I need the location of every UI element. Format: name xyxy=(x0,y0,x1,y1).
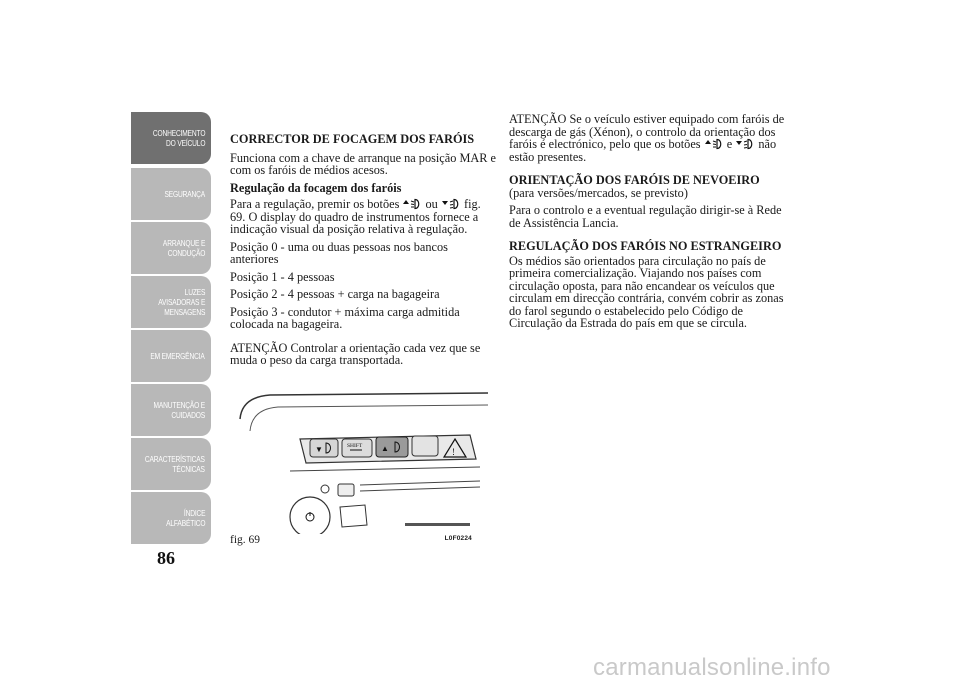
beam-up-icon xyxy=(402,198,422,210)
page-number: 86 xyxy=(157,548,175,568)
fog-paragraph: Para o controlo e a eventual regulação dirigir-se à Rede de Assistência Lancia. xyxy=(509,203,782,230)
shift-label: SHIFT xyxy=(347,443,363,449)
position-1: Posição 1 - 4 pessoas xyxy=(230,269,335,284)
figure-caption: fig. 69 xyxy=(230,534,261,546)
sidebar-item-conhecimento[interactable] xyxy=(131,112,211,164)
sidebar-item-emergencia[interactable] xyxy=(131,330,211,382)
abroad-paragraph: Os médios são orientados para circulação no país de primeira comercialização. Viajando nos países com circulação oposta, para não encandear os veículos que circulam em direcção contrária, convém cobrir as zonas do farol segundo o estabelecido pelo Código de Circulação da Estrada do país em que se circula. xyxy=(509,253,784,330)
figure-code: L0F0224 xyxy=(444,535,472,542)
figure-69 xyxy=(230,379,490,546)
sidebar-item-seguranca[interactable] xyxy=(131,168,211,220)
sidebar-item-label: CONHECIMENTO DO VEÍCULO xyxy=(152,128,205,148)
beam-up-icon xyxy=(704,138,724,150)
fog-subtitle: (para versões/mercados, se previsto) xyxy=(509,185,688,200)
sidebar-item-indice[interactable] xyxy=(131,492,211,544)
sidebar-item-label: EM EMERGÊNCIA xyxy=(150,351,205,361)
svg-text:▼: ▼ xyxy=(315,445,323,454)
xenon-attention: ATENÇÃO Se o veículo estiver equipado com faróis de descarga de gás (Xénon), o controlo da orientação dos faróis é electrónico, pelo que os botões e não estão presentes. xyxy=(509,112,785,164)
beam-down-icon xyxy=(735,138,755,150)
beam-down-icon xyxy=(441,198,461,210)
left-column xyxy=(230,133,498,372)
sidebar-item-label: ÍNDICE ALFABÉTICO xyxy=(165,508,205,528)
position-0: Posição 0 - uma ou duas pessoas nos bancos anteriores xyxy=(230,239,448,266)
sub-heading: Regulação da focagem dos faróis xyxy=(230,180,402,195)
abroad-heading: REGULAÇÃO DOS FARÓIS NO ESTRANGEIRO xyxy=(509,239,782,253)
fog-heading: ORIENTAÇÃO DOS FARÓIS DE NEVOEIRO xyxy=(509,173,760,187)
sidebar-item-caracteristicas[interactable] xyxy=(131,438,211,490)
sidebar-item-arranque[interactable] xyxy=(131,222,211,274)
right-column xyxy=(509,113,794,335)
svg-text:▲: ▲ xyxy=(381,444,389,453)
sidebar-item-label: LUZES AVISADORAS E MENSAGENS xyxy=(157,287,205,317)
sidebar-item-label: SEGURANÇA xyxy=(164,189,205,199)
attention-note: ATENÇÃO Controlar a orientação cada vez que se muda o peso da carga transportada. xyxy=(230,340,481,367)
sidebar-item-manutencao[interactable] xyxy=(131,384,211,436)
regulation-paragraph: Para a regulação, premir os botões ou fig. 69. O display do quadro de instrumentos fornece a indicação visual da posição relativa à regulação. xyxy=(230,197,481,236)
dashboard-panel-illustration xyxy=(230,379,490,534)
position-3: Posição 3 - condutor + máxima carga admitida colocada na bagageira. xyxy=(230,304,460,331)
sidebar-item-label: ARRANQUE E CONDUÇÃO xyxy=(162,238,205,258)
section-heading: CORRECTOR DE FOCAGEM DOS FARÓIS xyxy=(230,132,475,146)
sidebar-item-label: CARACTERÍSTICAS TÉCNICAS xyxy=(145,454,205,474)
sidebar-item-luzes[interactable] xyxy=(131,276,211,328)
sidebar-item-label: MANUTENÇÃO E CUIDADOS xyxy=(153,400,205,420)
intro-paragraph: Funciona com a chave de arranque na posição MAR e com os faróis de médios acesos. xyxy=(230,150,496,177)
position-2: Posição 2 - 4 pessoas + carga na bagageira xyxy=(230,287,440,301)
svg-text:!: ! xyxy=(452,447,455,457)
watermark: carmanualsonline.info xyxy=(593,654,831,681)
